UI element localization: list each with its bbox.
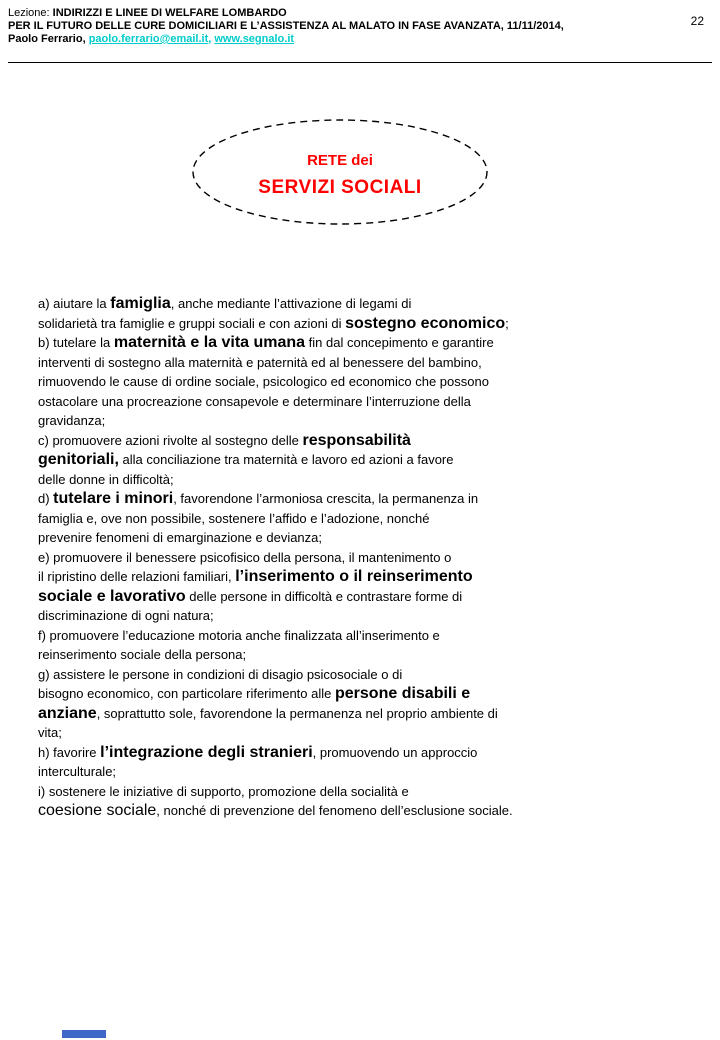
- body-line: [38, 294, 686, 314]
- body-segment: discriminazione di ogni natura;: [38, 608, 214, 623]
- body-segment: g) assistere le persone in condizioni di disagio psicosociale o di: [38, 666, 403, 682]
- body-segment: delle donne in difficoltà;: [38, 471, 174, 487]
- body-segment: d): [38, 491, 54, 506]
- body-segment: alla conciliazione tra maternità e lavoro ed azioni a favore: [118, 452, 454, 467]
- body-line: [38, 587, 686, 607]
- body-segment: bisogno economico, con particolare riferimento alle: [38, 686, 335, 701]
- body-line: [38, 626, 686, 646]
- body-line: [38, 333, 686, 353]
- body-line: [38, 665, 686, 685]
- body-line: [38, 450, 686, 470]
- body-segment: delle persone in difficoltà e contrastare forme di: [185, 588, 463, 604]
- body-segment: , nonché di prevenzione del fenomeno dell’esclusione sociale.: [156, 803, 513, 818]
- body-line: [38, 743, 686, 763]
- body-segment-emphasis: sociale e lavorativo: [38, 587, 186, 605]
- link-separator: ,: [208, 33, 215, 45]
- body-segment-emphasis: maternità e la vita umana: [113, 334, 306, 351]
- body-segment: fin dal concepimento e garantire: [305, 335, 494, 350]
- body-segment-emphasis: genitoriali,: [38, 451, 119, 468]
- body-segment-emphasis: persone disabili e: [335, 685, 471, 702]
- body-line: [38, 411, 686, 431]
- body-segment: f) promuovere l’educazione motoria anche finalizzata all’inserimento e: [38, 627, 440, 643]
- header-line-3: [8, 33, 668, 46]
- body-segment: il ripristino delle relazioni familiari,: [38, 569, 236, 584]
- body-line: [38, 645, 686, 665]
- body-line: [38, 470, 686, 490]
- body-segment: ;: [505, 315, 509, 331]
- body-line: [38, 801, 686, 821]
- body-segment: interventi di sostegno alla maternità e paternità ed al benessere del bambino,: [38, 354, 482, 370]
- header-line-1: [8, 7, 668, 20]
- body-segment-emphasis: famiglia: [110, 295, 171, 312]
- body-line: [38, 762, 686, 782]
- body-line: [38, 782, 686, 802]
- header: [8, 7, 668, 46]
- body-line: [38, 606, 686, 626]
- bottom-blue-bar: [62, 1030, 106, 1038]
- body-segment: , favorendone l’armoniosa crescita, la permanenza in: [173, 491, 479, 506]
- body-line: [38, 489, 686, 509]
- body-line: [38, 353, 686, 373]
- ellipse-labels: [190, 117, 490, 227]
- body-segment: gravidanza;: [38, 413, 106, 428]
- body-segment: a) aiutare la: [38, 296, 111, 311]
- body-segment: vita;: [38, 725, 62, 740]
- body-line: [38, 723, 686, 743]
- ellipse-title-line-2: SERVIZI SOCIALI: [258, 176, 422, 198]
- body-line: [38, 509, 686, 529]
- body-line: [38, 431, 686, 451]
- lecture-title-line-2: PER IL FUTURO DELLE CURE DOMICILIARI E L’ASSISTENZA AL MALATO IN FASE AVANZATA, 11/11/2014,: [8, 20, 564, 32]
- body-segment: reinserimento sociale della persona;: [38, 647, 247, 662]
- body-line: [38, 392, 686, 412]
- body-segment: solidarietà tra famiglie e gruppi sociali e con azioni di: [38, 315, 346, 331]
- body-segment-emphasis: sostegno economico: [345, 314, 506, 332]
- body-segment-emphasis: tutelare i minori: [53, 490, 174, 507]
- body-line: [38, 684, 686, 704]
- body-segment: , anche mediante l’attivazione di legami di: [170, 296, 412, 311]
- lecture-title-line-1: INDIRIZZI E LINEE DI WELFARE LOMBARDO: [52, 7, 287, 19]
- body-line: [38, 528, 686, 548]
- body-segment-emphasis: responsabilità: [302, 431, 411, 449]
- body-line: [38, 704, 686, 724]
- body-segment: , soprattutto sole, favorendone la permanenza nel proprio ambiente di: [96, 705, 498, 721]
- body-segment: b) tutelare la: [38, 335, 114, 350]
- body-segment: h) favorire: [38, 744, 101, 760]
- email-link[interactable]: paolo.ferrario@email.it: [88, 33, 209, 45]
- body-segment: interculturale;: [38, 764, 117, 779]
- body-segment: famiglia e, ove non possibile, sostenere l’affido e l’adozione, nonché: [38, 510, 430, 526]
- body-segment-emphasis: anziane: [38, 704, 97, 722]
- network-diagram: [190, 117, 490, 227]
- body-line: [38, 372, 686, 392]
- body-segment-emphasis: coesione sociale: [38, 802, 157, 819]
- website-link[interactable]: www.segnalo.it: [214, 33, 295, 45]
- body-segment: c) promuovere azioni rivolte al sostegno delle: [38, 432, 303, 448]
- body-line: [38, 567, 686, 587]
- body-segment-emphasis: l’integrazione degli stranieri: [100, 743, 313, 761]
- header-divider: [8, 62, 712, 63]
- body-segment: prevenire fenomeni di emarginazione e devianza;: [38, 530, 323, 545]
- body-segment: e) promuovere il benessere psicofisico della persona, il mantenimento o: [38, 549, 452, 565]
- body-segment: , promuovendo un approccio: [312, 744, 478, 760]
- author-name: Paolo Ferrario,: [8, 33, 89, 45]
- body-line: [38, 548, 686, 568]
- header-prefix: Lezione:: [8, 7, 53, 19]
- body-segment-emphasis: l’inserimento o il reinserimento: [235, 568, 473, 585]
- body-line: [38, 314, 686, 334]
- body-text: [38, 294, 686, 821]
- body-segment: i) sostenere le iniziative di supporto, promozione della socialità e: [38, 783, 409, 799]
- ellipse-title-line-1: RETE dei: [307, 151, 373, 169]
- body-segment: rimuovendo le cause di ordine sociale, psicologico ed economico che possono: [38, 374, 489, 389]
- page-number: 22: [690, 14, 704, 28]
- body-segment: ostacolare una procreazione consapevole e determinare l’interruzione della: [38, 393, 471, 409]
